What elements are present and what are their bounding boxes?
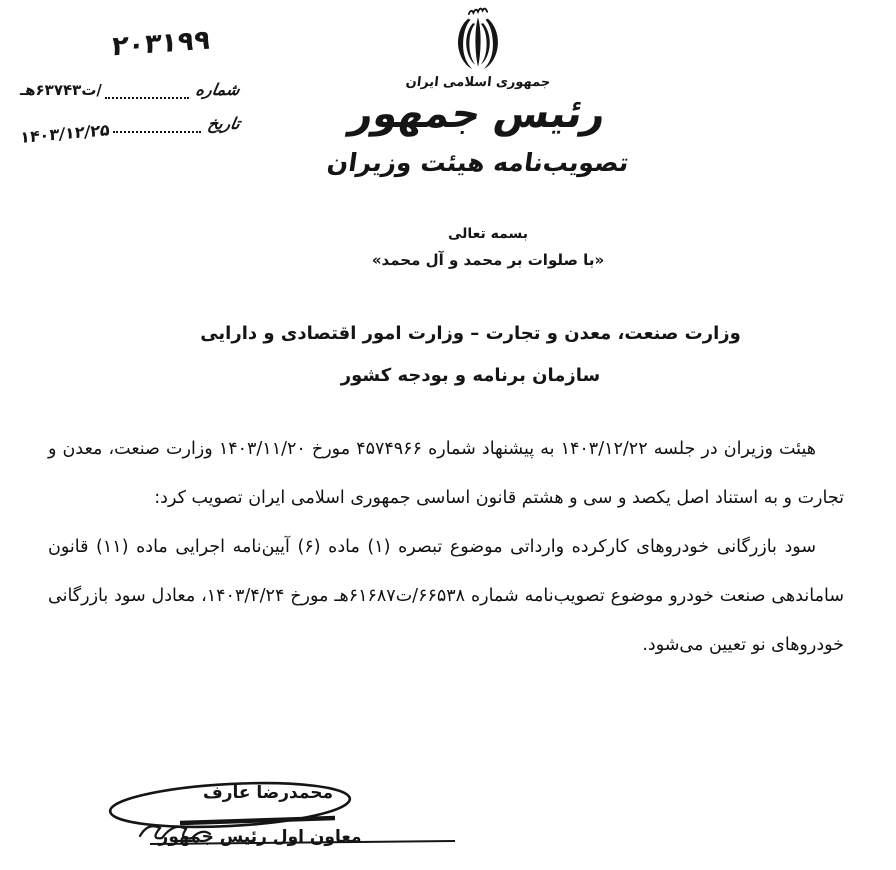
iran-coat-of-arms-icon [449,6,507,72]
number-suffix: /ت۶۳۷۴۳هـ [20,81,102,99]
invocation-block [80,226,896,269]
decree-preamble-paragraph: هیئت وزیران در جلسه ۱۴۰۳/۱۲/۲۲ به پیشنهاد شماره ۴۵۷۴۹۶۶ مورخ ۱۴۰۳/۱۱/۲۰ وزارت صنعت، معدن و تجارت و به استناد اصل یکصد و سی و هشتم قانون اساسی جمهوری اسلامی ایران تصویب کرد: [48,439,844,508]
salawat-line: «با صلوات بر محمد و آل محمد» [371,251,605,269]
decree-body [48,425,844,670]
addressee-budget-organization: سازمان برنامه و بودجه کشور [340,365,601,386]
signer-name: محمدرضا عارف [202,783,333,803]
country-name: جمهوری اسلامی ایران [404,75,552,90]
letterhead [60,6,896,177]
decree-resolution-paragraph: سود بازرگانی خودروهای کارکرده وارداتی موضوع تبصره (۱) ماده (۶) آیین‌نامه اجرایی ماده (۱۱) قانون ساماندهی صنعت خودرو موضوع تصویب‌نامه شماره ۶۶۵۳۸/ت۶۱۶۸۷هـ مورخ ۱۴۰۳/۴/۲۴، معادل سود بازرگانی خودروهای نو تعیین می‌شود. [48,537,844,655]
office-title: رئیس جمهور [346,91,610,137]
document-type-title: تصویب‌نامه هیئت وزیران [325,148,631,177]
number-label: شماره [194,80,242,99]
date-label: تاریخ [206,114,242,133]
handwritten-date: ۱۴۰۳/۱۲/۲۵ [19,120,110,147]
addressee-ministries: وزارت صنعت، معدن و تجارت – وزارت امور اقتصادی و دارایی [200,323,741,344]
signer-title: معاون اول رئیس جمهور [158,827,362,847]
bismillah-line: بسمه تعالی [447,226,529,242]
handwritten-registration-number: ۲۰۳۱۹۹ [110,24,212,63]
addressees-block [45,313,896,397]
signature-block [95,772,475,870]
